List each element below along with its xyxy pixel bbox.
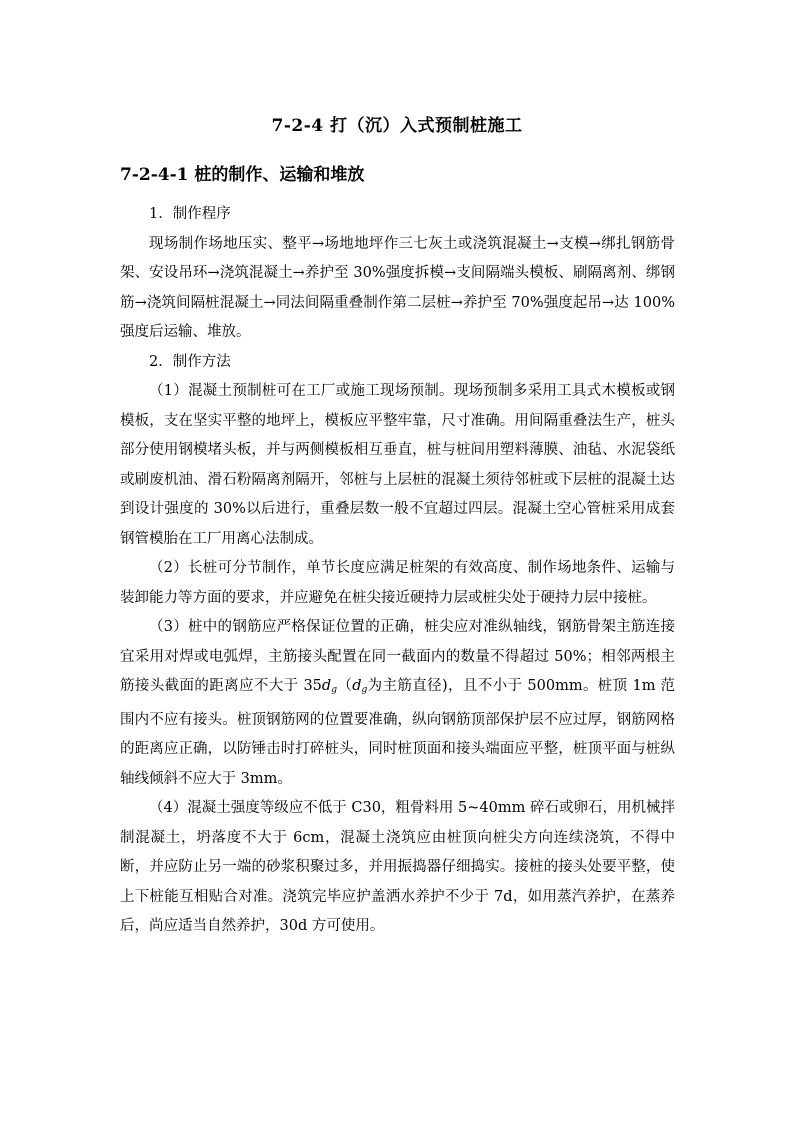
- symbol-d: d: [321, 678, 332, 694]
- paragraph-method-3-part-b: （: [336, 678, 353, 694]
- paragraph-method-3-part-a: （3）桩中的钢筋应严格保证位置的正确，桩尖应对准纵轴线，钢筋骨架主筋连接宜采用对焊或电弧焊，主筋接头配置在同一截面内的数量不得超过 50%；相邻两根主筋接头截面的距离应不大于 35: [120, 619, 675, 694]
- document-body: [120, 200, 675, 942]
- subscript-g: g: [361, 685, 368, 695]
- paragraph-method-4: （4）混凝土强度等级应不低于 C30，粗骨料用 5~40mm 碎石或卵石，用机械拌制混凝土，坍落度不大于 6cm，混凝土浇筑应由桩顶向桩尖方向连续浇筑，不得中断，并应防止另一端的砂浆积聚过多，并用振捣器仔细捣实。接桩的接头处要平整，使上下桩能互相贴合对准。浇筑完毕应护盖洒水养护不少于 7d，如用蒸汽养护，在蒸养后，尚应适当自然养护，30d 方可使用。: [120, 800, 675, 934]
- section-heading: 7-2-4-1 桩的制作、运输和堆放: [120, 165, 365, 185]
- subheading-production-procedure: 1．制作程序: [149, 206, 231, 222]
- paragraph-method-3-part-c: 为主筋直径)，且不小于 500mm。桩顶 1m 范围内不应有接头。桩顶钢筋网的位置要准确，纵向钢筋顶部保护层不应过厚，钢筋网格的距离应正确，以防锤击时打碎桩头，同时桩顶面和接头端面应平整，桩顶平面与桩纵轴线倾斜不应大于 3mm。: [120, 678, 675, 787]
- paragraph-method-2: （2）长桩可分节制作，单节长度应满足桩架的有效高度、制作场地条件、运输与装卸能力等方面的要求，并应避免在桩尖接近硬持力层或桩尖处于硬持力层中接桩。: [120, 560, 675, 606]
- paragraph-method-3: [120, 613, 675, 794]
- paragraph-method-1: （1）混凝土预制桩可在工厂或施工现场预制。现场预制多采用工具式木模板或钢模板，支在坚实平整的地坪上，模板应平整牢靠，尺寸准确。用间隔重叠法生产，桩头部分使用钢模堵头板，并与两侧模板相互垂直，桩与桩间用塑料薄膜、油毡、水泥袋纸或刷废机油、滑石粉隔离剂隔开，邻桩与上层桩的混凝土须待邻桩或下层桩的混凝土达到设计强度的 30%以后进行，重叠层数一般不宜超过四层。混凝土空心管桩采用成套钢管模胎在工厂用离心法制成。: [120, 383, 675, 547]
- symbol-d: d: [352, 678, 362, 694]
- subscript-g: g: [331, 685, 337, 695]
- page-title: 7-2-4 打（沉）入式预制桩施工: [271, 116, 523, 136]
- paragraph-production-procedure: 现场制作场地压实、整平→场地地坪作三七灰土或浇筑混凝土→支模→绑扎钢筋骨架、安设吊环→浇筑混凝土→养护至 30%强度拆模→支间隔端头模板、刷隔离剂、绑钢筋→浇筑间隔桩混凝土→同法间隔重叠制作第二层桩→养护至 70%强度起吊→达 100%强度后运输、堆放。: [120, 235, 675, 340]
- subheading-production-method: 2．制作方法: [149, 353, 231, 370]
